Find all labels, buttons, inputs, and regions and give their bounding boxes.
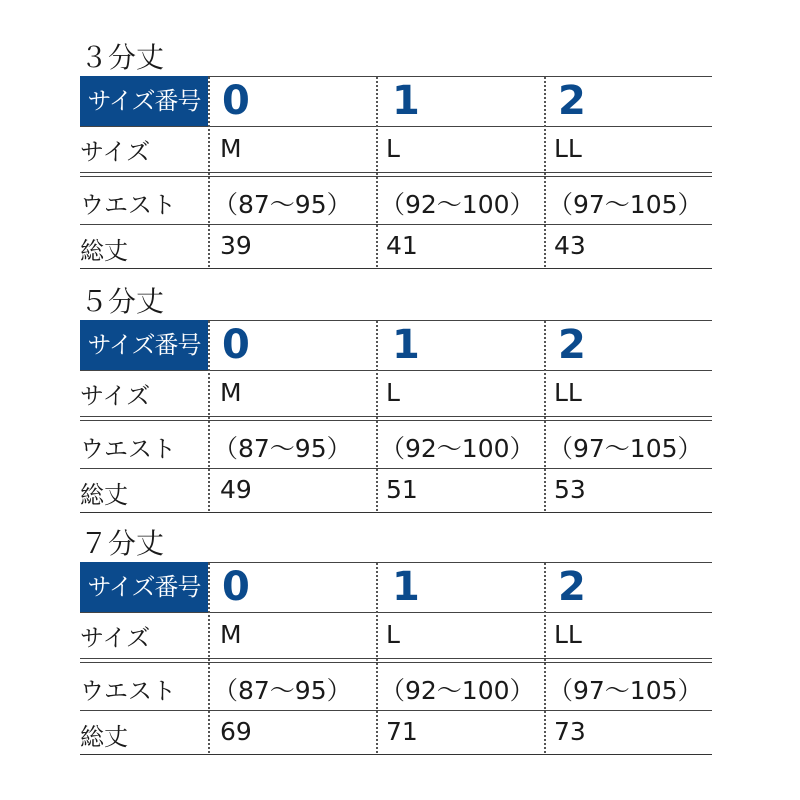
- size-number-header: サイズ番号: [80, 76, 208, 126]
- length-cell: 73: [554, 717, 586, 746]
- waist-cell: （87〜95）: [213, 676, 352, 705]
- waist-cell: （92〜100）: [380, 434, 535, 463]
- waist-row-label: ウエスト: [80, 677, 176, 705]
- length-cell: 51: [386, 475, 418, 504]
- length-cell: 49: [220, 475, 252, 504]
- size-number-cell: 0: [222, 78, 250, 124]
- size-number-cell: 0: [222, 322, 250, 368]
- length-cell: 43: [554, 231, 586, 260]
- size-cell: L: [386, 134, 400, 163]
- size-number-cell: 1: [392, 322, 420, 368]
- waist-cell: （92〜100）: [380, 676, 535, 705]
- length-cell: 53: [554, 475, 586, 504]
- size-row: [80, 612, 712, 658]
- size-table: [80, 320, 712, 512]
- rule: [80, 268, 712, 269]
- length-row-label: 総丈: [80, 481, 128, 509]
- size-row-label: サイズ: [80, 382, 151, 410]
- size-row: [80, 126, 712, 172]
- length-row: [80, 468, 712, 512]
- waist-cell: （87〜95）: [213, 190, 352, 219]
- size-number-cell: 2: [558, 78, 586, 124]
- size-cell: LL: [554, 378, 582, 407]
- waist-cell: （97〜105）: [548, 434, 703, 463]
- size-cell: L: [386, 378, 400, 407]
- length-cell: 69: [220, 717, 252, 746]
- size-number-cell: 2: [558, 322, 586, 368]
- length-row-label: 総丈: [80, 237, 128, 265]
- size-number-cell: 2: [558, 564, 586, 610]
- size-cell: M: [220, 134, 242, 163]
- table-title: ５分丈: [80, 285, 165, 318]
- rule: [80, 172, 712, 173]
- table-title: ７分丈: [80, 527, 165, 560]
- size-cell: M: [220, 620, 242, 649]
- size-number-header: サイズ番号: [80, 320, 208, 370]
- waist-cell: （87〜95）: [213, 434, 352, 463]
- size-number-row: [80, 76, 712, 126]
- waist-cell: （97〜105）: [548, 676, 703, 705]
- size-cell: LL: [554, 620, 582, 649]
- waist-row: [80, 662, 712, 710]
- waist-row: [80, 420, 712, 468]
- size-cell: M: [220, 378, 242, 407]
- length-row: [80, 710, 712, 754]
- waist-row-label: ウエスト: [80, 191, 176, 219]
- size-table: [80, 76, 712, 268]
- size-number-row: [80, 320, 712, 370]
- length-row-label: 総丈: [80, 723, 128, 751]
- length-cell: 41: [386, 231, 418, 260]
- waist-cell: （92〜100）: [380, 190, 535, 219]
- rule: [80, 416, 712, 417]
- size-number-row: [80, 562, 712, 612]
- size-number-header: サイズ番号: [80, 562, 208, 612]
- size-cell: LL: [554, 134, 582, 163]
- waist-row: [80, 176, 712, 224]
- size-number-cell: 1: [392, 78, 420, 124]
- rule: [80, 754, 712, 755]
- size-cell: L: [386, 620, 400, 649]
- size-number-cell: 1: [392, 564, 420, 610]
- table-title: ３分丈: [80, 41, 165, 74]
- rule: [80, 658, 712, 659]
- length-row: [80, 224, 712, 268]
- size-row-label: サイズ: [80, 624, 151, 652]
- size-table: [80, 562, 712, 754]
- length-cell: 39: [220, 231, 252, 260]
- size-number-cell: 0: [222, 564, 250, 610]
- waist-cell: （97〜105）: [548, 190, 703, 219]
- size-row: [80, 370, 712, 416]
- rule: [80, 512, 712, 513]
- waist-row-label: ウエスト: [80, 435, 176, 463]
- length-cell: 71: [386, 717, 418, 746]
- size-row-label: サイズ: [80, 138, 151, 166]
